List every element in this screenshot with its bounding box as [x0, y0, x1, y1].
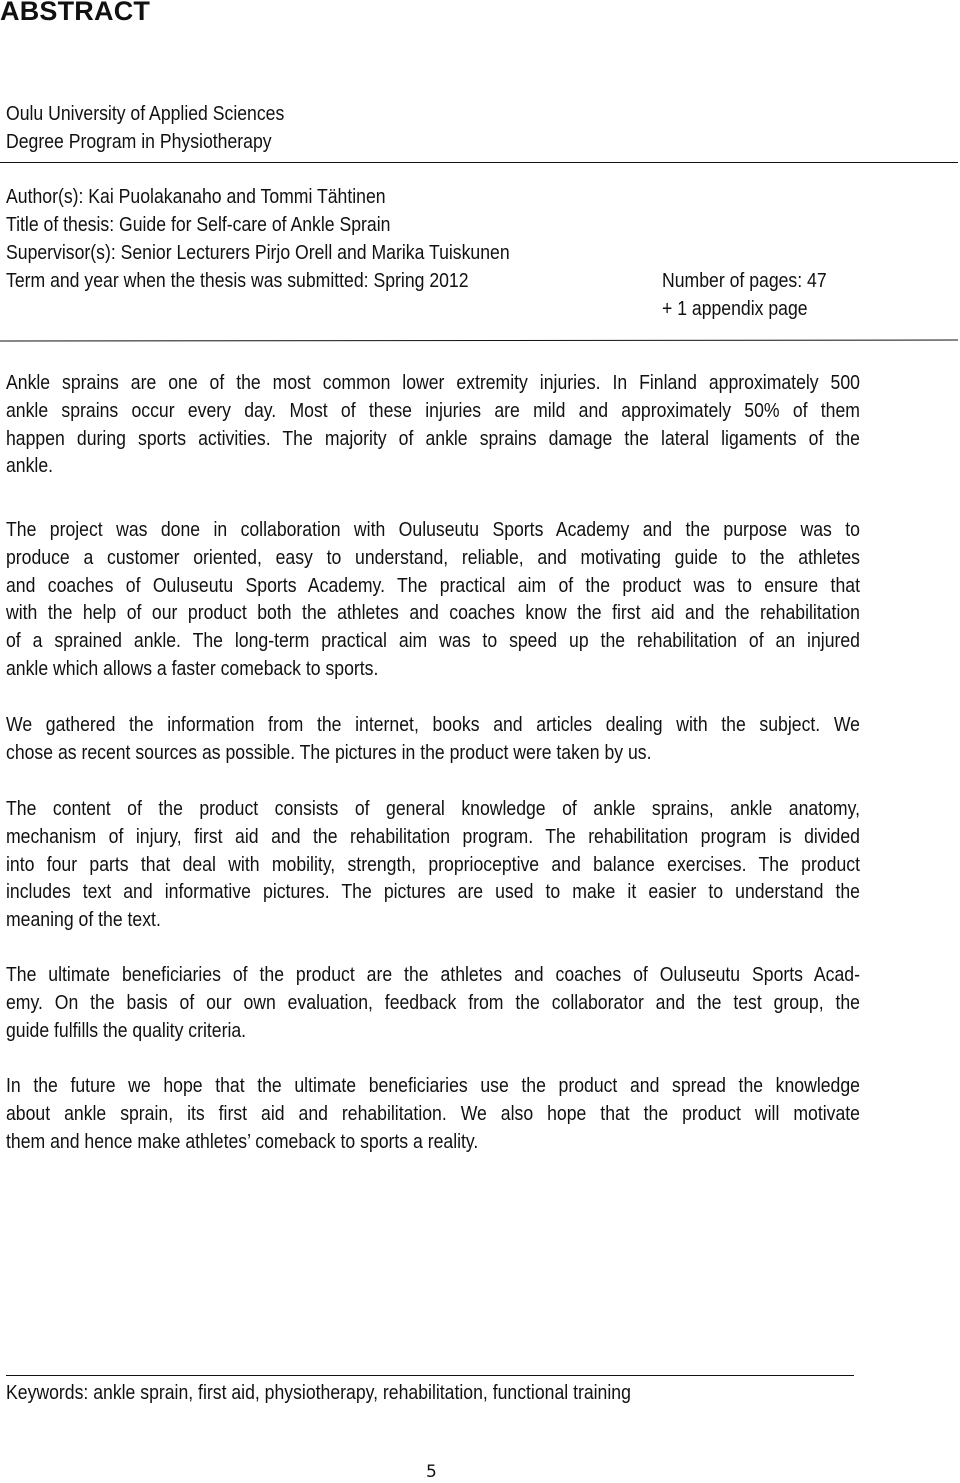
paragraph-line: chose as recent sources as possible. The pictures in the product were taken by us. [6, 740, 652, 764]
page-title: ABSTRACT [0, 0, 151, 26]
abstract-paragraph-4 [6, 795, 860, 934]
abstract-paragraph-2 [6, 516, 860, 683]
appendix-count: + 1 appendix page [662, 297, 808, 320]
divider-top [0, 162, 958, 163]
term-line: Term and year when the thesis was submitted: Spring 2012 [6, 269, 469, 292]
paragraph-line: The project was done in collaboration with Ouluseutu Sports Academy and the purpose was to [6, 518, 860, 541]
paragraph-line: happen during sports activities. The majority of ankle sprains damage the lateral ligaments of the [6, 426, 860, 450]
paragraph-line: them and hence make athletes’ comeback to sports a reality. [6, 1129, 479, 1153]
keywords-line: Keywords: ankle sprain, first aid, physiotherapy, rehabilitation, functional training [6, 1381, 631, 1404]
paragraph-line: Ankle sprains are one of the most common lower extremity injuries. In Finland approximately 500 [6, 371, 860, 394]
abstract-paragraph-5 [6, 961, 860, 1044]
paragraph-line: In the future we hope that the ultimate beneficiaries use the product and spread the knowledge [6, 1074, 860, 1097]
paragraph-line: ankle which allows a faster comeback to sports. [6, 656, 379, 680]
paragraph-line: with the help of our product both the athletes and coaches know the first aid and the rehabilitation [6, 601, 860, 625]
divider-middle [0, 339, 958, 341]
page-count: Number of pages: 47 [662, 269, 827, 292]
thesis-title-line: Title of thesis: Guide for Self-care of Ankle Sprain [6, 213, 391, 236]
abstract-paragraph-1 [6, 369, 860, 480]
paragraph-line: The ultimate beneficiaries of the product are the athletes and coaches of Ouluseutu Sports Acad- [6, 963, 860, 986]
page-number: 5 [426, 1462, 437, 1482]
paragraph-line: of a sprained ankle. The long-term practical aim was to speed up the rehabilitation of an injured [6, 629, 860, 653]
paragraph-line: includes text and informative pictures. The pictures are used to make it easier to understand the [6, 880, 860, 904]
divider-keywords [6, 1375, 854, 1376]
authors-line: Author(s): Kai Puolakanaho and Tommi Tähtinen [6, 185, 386, 208]
paragraph-line: mechanism of injury, first aid and the rehabilitation program. The rehabilitation program is divided [6, 824, 860, 848]
paragraph-line: into four parts that deal with mobility, strength, proprioceptive and balance exercises. The product [6, 852, 860, 876]
paragraph-line: We gathered the information from the internet, books and articles dealing with the subject. We [6, 713, 860, 736]
paragraph-line: The content of the product consists of general knowledge of ankle sprains, ankle anatomy, [6, 797, 860, 820]
school-name: Oulu University of Applied Sciences [6, 102, 285, 125]
paragraph-line: emy. On the basis of our own evaluation, feedback from the collaborator and the test group, the [6, 990, 860, 1014]
degree-program: Degree Program in Physiotherapy [6, 130, 272, 153]
paragraph-line: produce a customer oriented, easy to understand, reliable, and motivating guide to the athletes [6, 545, 860, 569]
paragraph-line: and coaches of Ouluseutu Sports Academy. The practical aim of the product was to ensure that [6, 573, 860, 597]
paragraph-line: meaning of the text. [6, 908, 161, 932]
paragraph-line: about ankle sprain, its first aid and rehabilitation. We also hope that the product will motivate [6, 1101, 860, 1125]
paragraph-line: ankle sprains occur every day. Most of these injuries are mild and approximately 50% of them [6, 398, 860, 422]
abstract-paragraph-6 [6, 1072, 860, 1155]
abstract-paragraph-3 [6, 711, 860, 767]
paragraph-line: ankle. [6, 454, 54, 478]
supervisors-line: Supervisor(s): Senior Lecturers Pirjo Orell and Marika Tuiskunen [6, 241, 510, 264]
paragraph-line: guide fulfills the quality criteria. [6, 1018, 247, 1042]
